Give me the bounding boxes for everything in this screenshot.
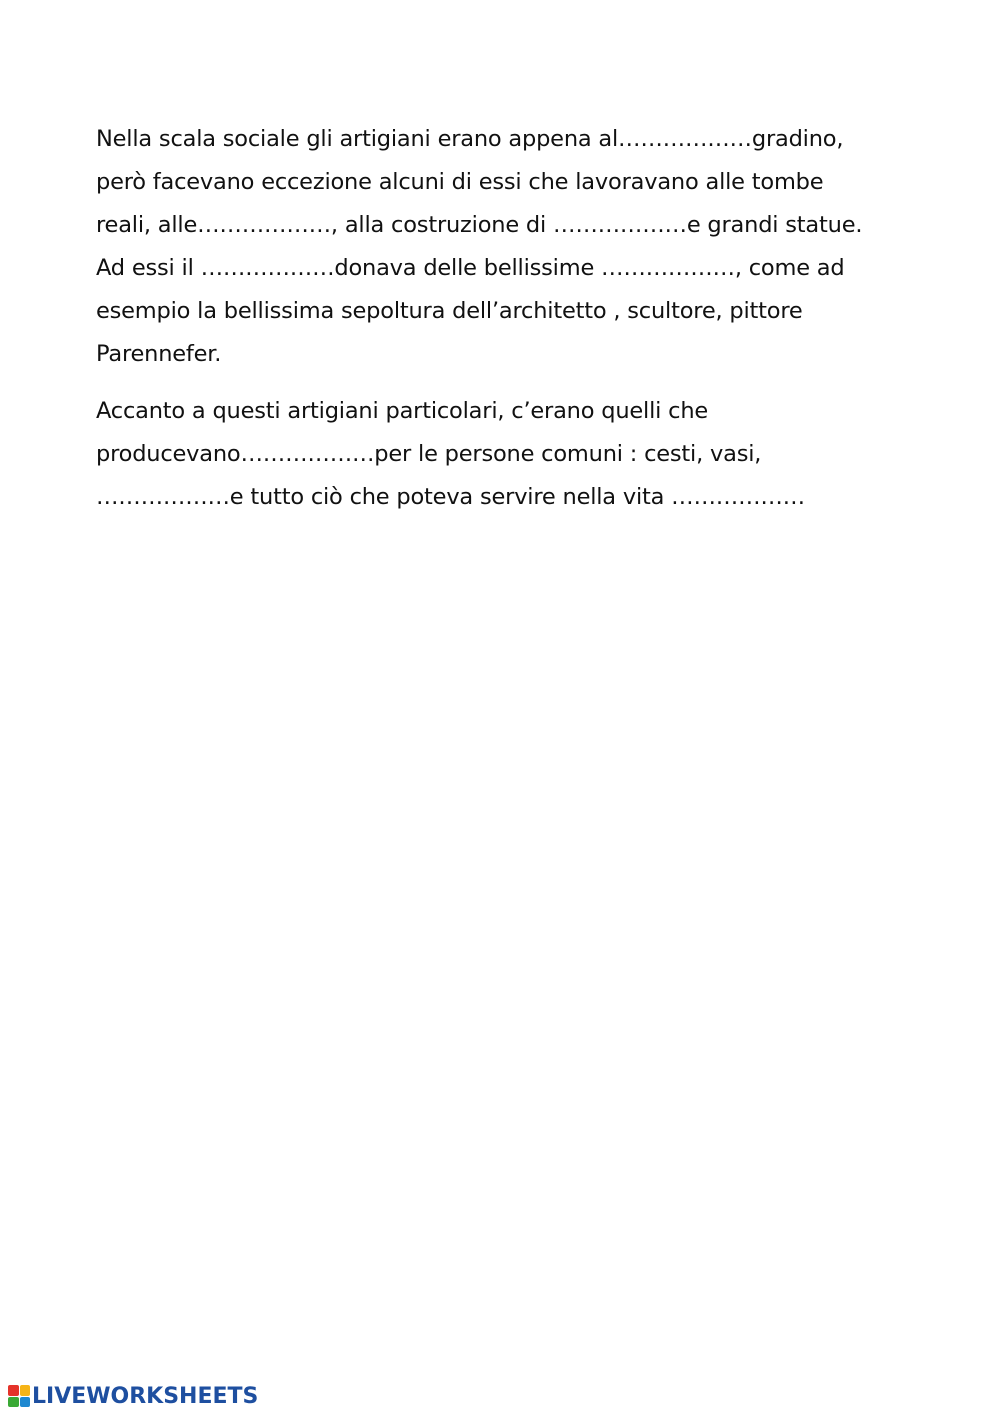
text-line: Nella scala sociale gli artigiani erano appena al………………gradino, xyxy=(96,126,844,152)
liveworksheets-footer xyxy=(8,1380,258,1412)
worksheet-text xyxy=(96,118,916,519)
text-line: ………………e tutto ciò che poteva servire nella vita ……………… xyxy=(96,484,805,510)
liveworksheets-logo-icon xyxy=(8,1385,30,1407)
paragraph-artisans-status xyxy=(96,118,916,376)
paragraph-common-artisans xyxy=(96,390,916,519)
brand-name: LIVEWORKSHEETS xyxy=(32,1383,259,1409)
text-line: però facevano eccezione alcuni di essi che lavoravano alle tombe xyxy=(96,169,824,195)
text-line: reali, alle………………, alla costruzione di ………………e grandi statue. xyxy=(96,212,863,238)
text-line: Ad essi il ………………donava delle bellissime ………………, come ad xyxy=(96,255,845,281)
text-line: producevano………………per le persone comuni : cesti, vasi, xyxy=(96,441,762,467)
text-line: Accanto a questi artigiani particolari, c’erano quelli che xyxy=(96,398,709,424)
text-line: Parennefer. xyxy=(96,341,222,367)
text-line: esempio la bellissima sepoltura dell’architetto , scultore, pittore xyxy=(96,298,803,324)
